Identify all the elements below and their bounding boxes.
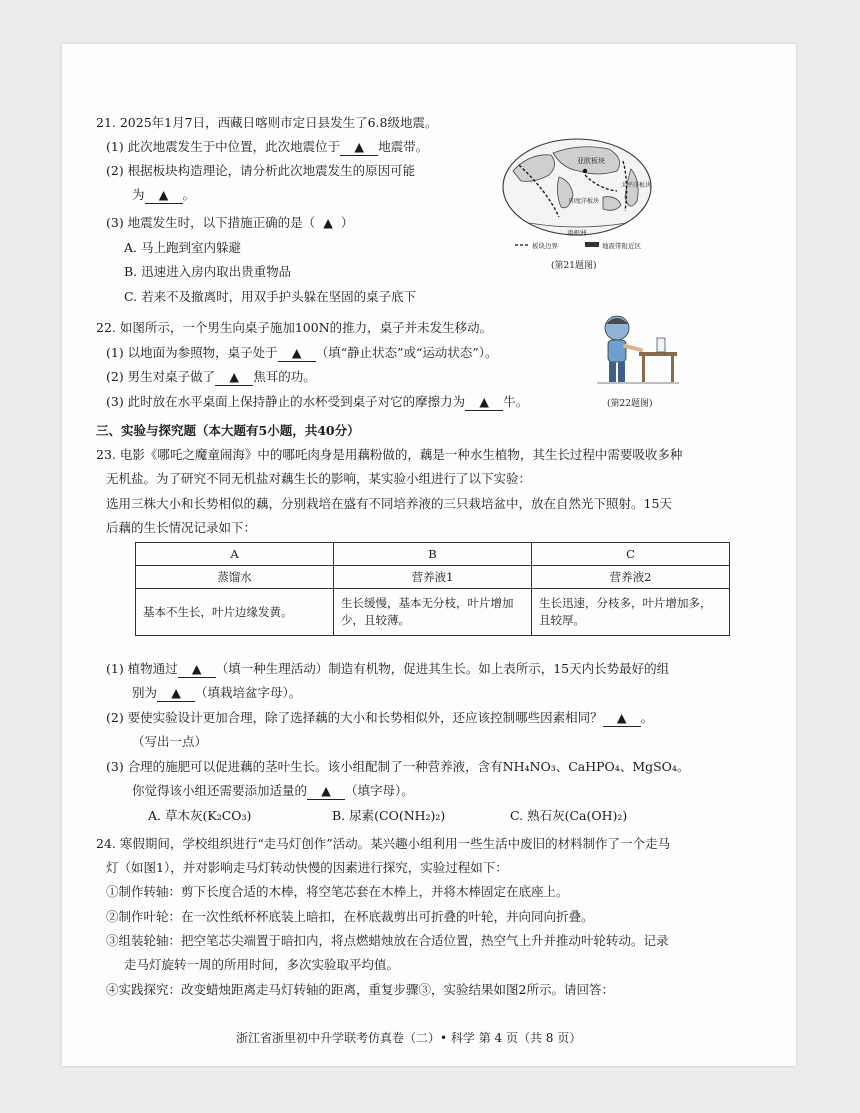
q23-option-b: B. 尿素(CO(NH₂)₂) [332,808,446,823]
q23-part2-note: （写出一点） [132,734,208,749]
table-header-cell: C [532,543,730,566]
q22-part2: (2) 男生对桌子做了 ▲ 焦耳的功。 [106,369,316,384]
answer-blank: ▲ [278,345,316,362]
table-cell: 营养液2 [532,566,730,589]
page-footer: 浙江省浙里初中升学联考仿真卷（二）• 科学 第 4 页（共 8 页） [236,1031,582,1045]
q22-part1: (1) 以地面为参照物，桌子处于 ▲ （填“静止状态”或“运动状态”）。 [106,345,498,360]
q21-part1: (1) 此次地震发生于中位置，此次地震位于 ▲ 地震带。 [106,139,429,154]
q21-part2-answer: 为 ▲ 。 [132,187,196,202]
q24-line2: 灯（如图1），并对影响走马灯转动快慢的因素进行探究，实验过程如下： [106,860,508,875]
world-plate-map-figure [499,131,654,273]
figure-caption: (第22题图) [607,399,653,409]
section-title: 三、实验与探究题（本大题有5小题，共40分） [96,423,360,438]
answer-blank: ▲ [178,661,216,678]
table-header-cell: A [136,543,334,566]
q23-line3: 选用三株大小和长势相似的藕，分别栽培在盛有不同培养液的三只栽培盆中，放在自然光下照射。15天 [106,496,672,511]
answer-blank: ▲ [307,783,345,800]
q24-line1: 24. 寒假期间，学校组织进行“走马灯创作”活动。某兴趣小组利用一些生活中废旧的材料制作了一个走马 [96,836,671,851]
q24-step4: ④实践探究：改变蜡烛距离走马灯转轴的距离，重复步骤③，实验结果如图2所示。请回答： [106,982,614,997]
q23-option-c: C. 熟石灰(Ca(OH)₂) [510,808,628,823]
boy-illustration [595,310,681,413]
q24-step3: ③组装轮轴：把空笔芯尖端置于暗扣内，将点燃蜡烛放在合适位置，热空气上升并推动叶轮转动。记录 [106,933,669,948]
figure-caption: (第21题图) [551,261,597,271]
boy-pushing-table-figure [595,310,681,413]
answer-blank: ▲ [157,685,195,702]
map-label: 印度洋板块 [569,198,600,205]
q23-line1: 23. 电影《哪吒之魔童闹海》中的哪吒肉身是用藕粉做的，藕是一种水生植物，其生长过程中需要吸收多种 [96,447,683,462]
q21-option-c: C. 若来不及撤离时，用双手护头躲在坚固的桌子底下 [124,289,417,304]
answer-blank: ▲ [340,139,378,156]
answer-blank: ▲ [465,394,503,411]
table-header-cell: B [334,543,532,566]
table-cell: 营养液1 [334,566,532,589]
map-label: 亚欧板块 [577,157,605,165]
q21-part2: (2) 根据板块构造理论，请分析此次地震发生的原因可能 [106,163,416,178]
exam-page [62,44,796,1066]
q21-option-b: B. 迅速进入房内取出贵重物品 [124,264,292,279]
table-cell: 生长迅速，分枝多，叶片增加多，且较厚。 [532,589,730,636]
map-label: 南极洲 [567,229,587,237]
q21-option-a: A. 马上跑到室内躲避 [124,240,241,255]
table-row [136,566,730,589]
table-row [136,589,730,636]
q22-part3: (3) 此时放在水平桌面上保持静止的水杯受到桌子对它的摩擦力为 ▲ 牛。 [106,394,529,409]
answer-blank: ▲ [145,187,183,204]
table-cell: 生长缓慢，基本无分枝，叶片增加少，且较薄。 [334,589,532,636]
answer-blank: ▲ [215,369,253,386]
q21-stem: 21. 2025年1月7日，西藏日喀则市定日县发生了6.8级地震。 [96,115,438,130]
table-cell: 基本不生长，叶片边缘发黄。 [136,589,334,636]
q21-part3: (3) 地震发生时，以下措施正确的是（ ▲ ） [106,215,354,230]
q23-line4: 后藕的生长情况记录如下： [106,520,257,535]
q24-step2: ②制作叶轮：在一次性纸杯杯底装上暗扣，在杯底裁剪出可折叠的叶轮，并向同向折叠。 [106,909,594,924]
q23-option-a: A. 草木灰(K₂CO₃) [148,808,252,823]
world-map-image [499,131,654,273]
q24-step1: ①制作转轴：剪下长度合适的木棒，将空笔芯套在木棒上，并将木棒固定在底座上。 [106,884,569,899]
q22-stem: 22. 如图所示，一个男生向桌子施加100N的推力，桌子并未发生移动。 [96,320,493,335]
experiment-results-table [135,542,730,636]
map-legend-label: 地震带附近区 [602,242,641,250]
table-row [136,543,730,566]
map-label: 太平洋板块 [621,182,652,189]
q23-part1: (1) 植物通过 ▲ （填一种生理活动）制造有机物，促进其生长。如上表所示，15天内长势最好的组 [106,661,670,676]
q23-part2: (2) 要使实验设计更加合理，除了选择藕的大小和长势相似外，还应该控制哪些因素相同？ ▲ 。 [106,710,654,725]
map-legend-label: 板块边界 [532,242,558,250]
q23-line2: 无机盐。为了研究不同无机盐对藕生长的影响，某实验小组进行了以下实验： [106,471,532,486]
q23-part1-cont: 别为 ▲ （填栽培盆字母）。 [132,685,302,700]
q23-part3: (3) 合理的施肥可以促进藕的茎叶生长。该小组配制了一种营养液，含有NH₄NO₃、CaHPO₄、MgSO₄。 [106,759,690,774]
q23-part3-cont: 你觉得该小组还需要添加适量的 ▲ （填字母）。 [132,783,414,798]
table-cell: 蒸馏水 [136,566,334,589]
q24-step3-cont: 走马灯旋转一周的所用时间，多次实验取平均值。 [124,957,400,972]
answer-mark: ▲ [323,215,333,230]
answer-blank: ▲ [603,710,641,727]
